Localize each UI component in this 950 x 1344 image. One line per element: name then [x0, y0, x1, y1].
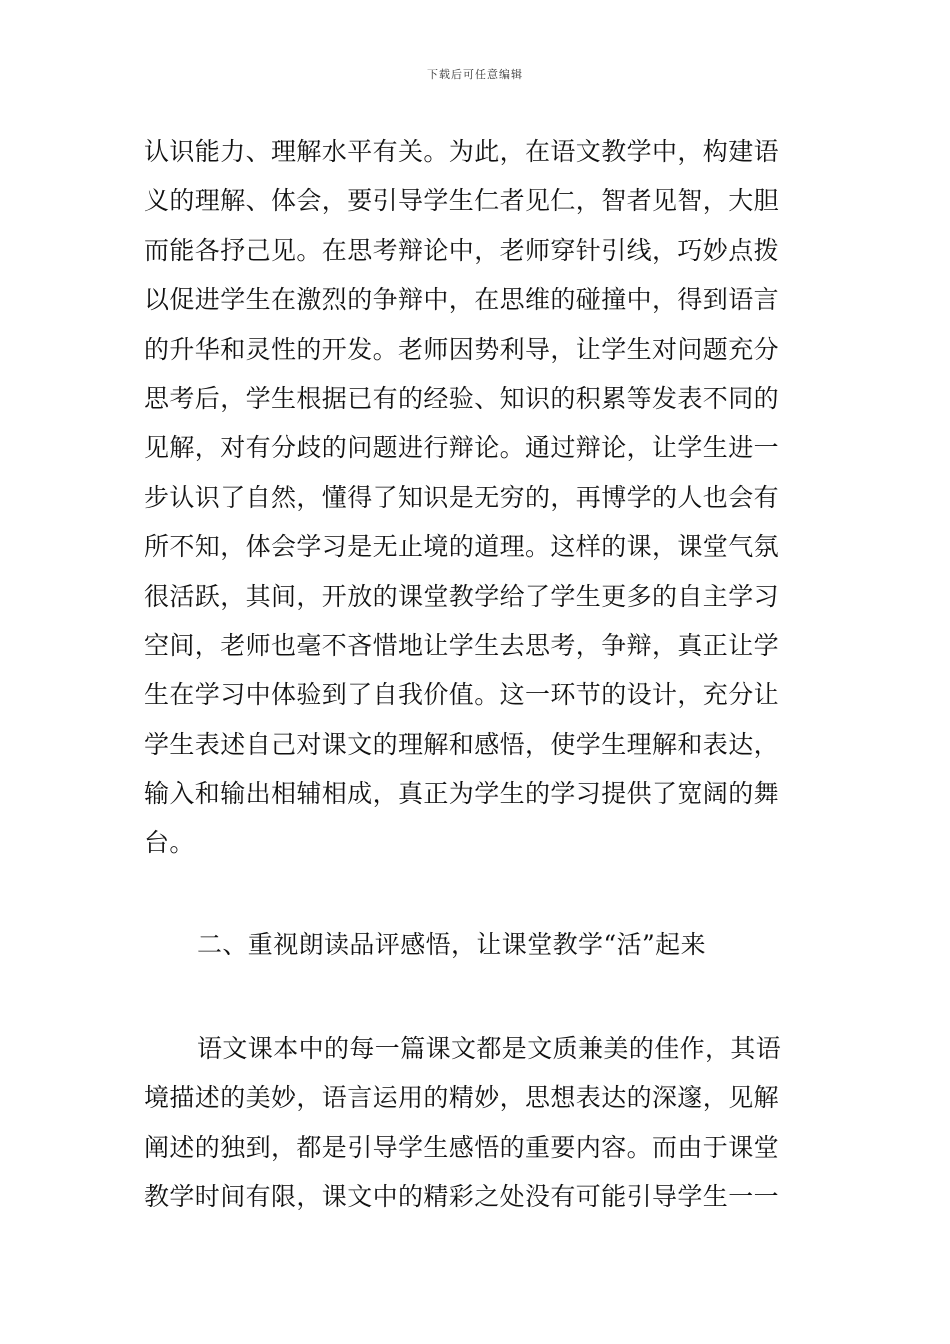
text-line: 阐述的独到，都是引导学生感悟的重要内容。而由于课堂	[144, 1132, 780, 1162]
text-line: 思考后，学生根据已有的经验、知识的积累等发表不同的	[144, 383, 780, 413]
text-line: 所不知，体会学习是无止境的道理。这样的课，课堂气氛	[144, 532, 780, 562]
text-line: 生在学习中体验到了自我价值。这一环节的设计，充分让	[144, 680, 780, 710]
text-line: 而能各抒己见。在思考辩论中，老师穿针引线，巧妙点拨	[144, 235, 780, 265]
text-line: 认识能力、理解水平有关。为此，在语文教学中，构建语	[144, 137, 780, 166]
text-line: 义的理解、体会，要引导学生仁者见仁，智者见智，大胆	[144, 186, 780, 216]
section-heading-text: 二、重视朗读品评感悟，让课堂教学“活”起来	[197, 930, 706, 959]
section-heading	[144, 920, 810, 969]
paragraph-1	[144, 127, 810, 868]
text-line: 台。	[144, 828, 195, 858]
text-line: 学生表述自己对课文的理解和感悟，使学生理解和表达，	[144, 729, 780, 759]
text-line: 输入和输出相辅相成，真正为学生的学习提供了宽阔的舞	[144, 779, 780, 809]
text-line: 境描述的美妙，语言运用的精妙，思想表达的深邃，见解	[144, 1083, 780, 1113]
page-header: 下载后可任意编辑	[427, 68, 523, 81]
text-line: 步认识了自然，懂得了知识是无穷的，再博学的人也会有	[144, 482, 780, 512]
paragraph-2	[144, 1024, 810, 1222]
text-line: 很活跃，其间，开放的课堂教学给了学生更多的自主学习	[144, 581, 780, 611]
text-line: 以促进学生在激烈的争辩中，在思维的碰撞中，得到语言	[144, 285, 780, 315]
text-line: 语文课本中的每一篇课文都是文质兼美的佳作，其语	[197, 1034, 782, 1063]
text-line: 空间，老师也毫不吝惜地让学生去思考，争辩，真正让学	[144, 630, 780, 660]
text-line: 教学时间有限，课文中的精彩之处没有可能引导学生一一	[144, 1182, 780, 1212]
text-line: 见解，对有分歧的问题进行辩论。通过辩论，让学生进一	[144, 433, 780, 463]
text-line: 的升华和灵性的开发。老师因势利导，让学生对问题充分	[144, 334, 780, 364]
